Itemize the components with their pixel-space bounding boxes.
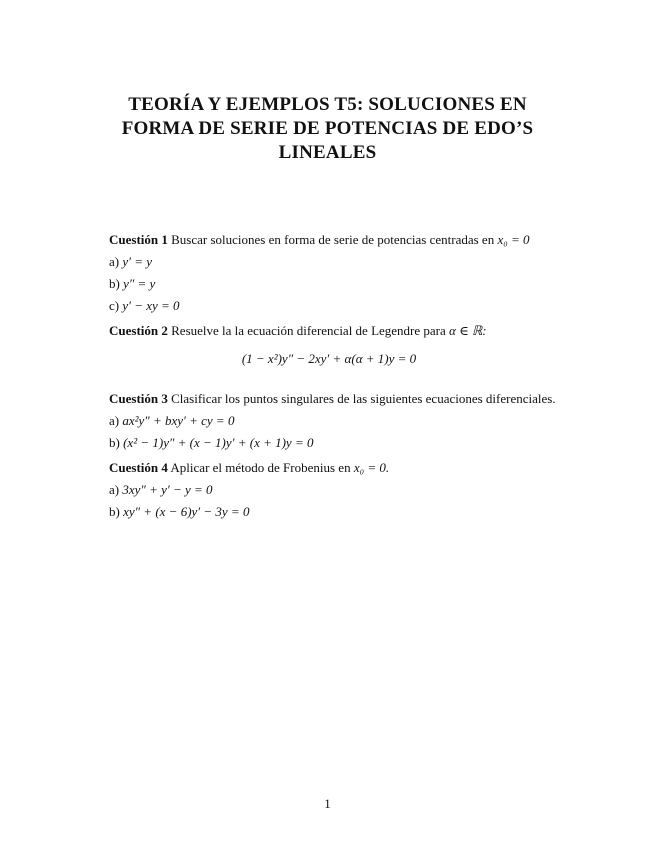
question-4-item-a (109, 479, 589, 501)
item-equation: ax²y″ + bxy′ + cy = 0 (122, 413, 235, 428)
item-equation: y″ = y (123, 276, 156, 291)
question-label: Cuestión 3 (109, 391, 168, 406)
question-label: Cuestión 1 (109, 232, 168, 247)
question-text: Clasificar los puntos singulares de las siguientes ecuaciones diferenciales. (171, 391, 556, 406)
question-math: x₀ = 0. (353, 460, 390, 475)
item-prefix: b) (109, 435, 120, 450)
question-text: Aplicar el método de Frobenius en (170, 460, 354, 475)
item-prefix: a) (109, 413, 120, 428)
title-line: TEORÍA Y EJEMPLOS T5: SOLUCIONES EN (128, 94, 527, 115)
question-3-heading (109, 388, 589, 410)
question-1-item-c (109, 295, 589, 317)
question-1-item-b (109, 273, 589, 295)
item-prefix: b) (109, 276, 120, 291)
question-4-item-b (109, 501, 589, 523)
page-number: 1 (324, 796, 331, 811)
question-math: α ∈ ℝ: (449, 323, 487, 338)
item-equation: y′ − xy = 0 (122, 298, 180, 313)
title-line: LINEALES (278, 142, 377, 163)
question-text: Buscar soluciones en forma de serie de potencias centradas en (171, 232, 498, 247)
legendre-equation: (1 − x²)y″ − 2xy′ + α(α + 1)y = 0 (241, 351, 417, 366)
item-equation: (x² − 1)y″ + (x − 1)y′ + (x + 1)y = 0 (123, 435, 314, 450)
document-body (109, 229, 589, 523)
question-math: x₀ = 0 (497, 232, 530, 247)
item-prefix: a) (109, 482, 120, 497)
item-prefix: c) (109, 298, 120, 313)
question-4-heading (109, 457, 589, 479)
item-prefix: a) (109, 254, 120, 269)
item-prefix: b) (109, 504, 120, 519)
question-text: Resuelve la la ecuación diferencial de Legendre para (171, 323, 450, 338)
question-label: Cuestión 4 (109, 460, 168, 475)
question-1-heading (109, 229, 589, 251)
question-label: Cuestión 2 (109, 323, 168, 338)
document-title (90, 93, 565, 165)
question-3-item-b (109, 432, 589, 454)
question-1-item-a (109, 251, 589, 273)
item-equation: xy″ + (x − 6)y′ − 3y = 0 (123, 504, 250, 519)
question-3-item-a (109, 410, 589, 432)
item-equation: 3xy″ + y′ − y = 0 (122, 482, 213, 497)
item-equation: y′ = y (122, 254, 153, 269)
question-2-heading (109, 320, 589, 342)
title-line: FORMA DE SERIE DE POTENCIAS DE EDO’S (121, 118, 534, 139)
